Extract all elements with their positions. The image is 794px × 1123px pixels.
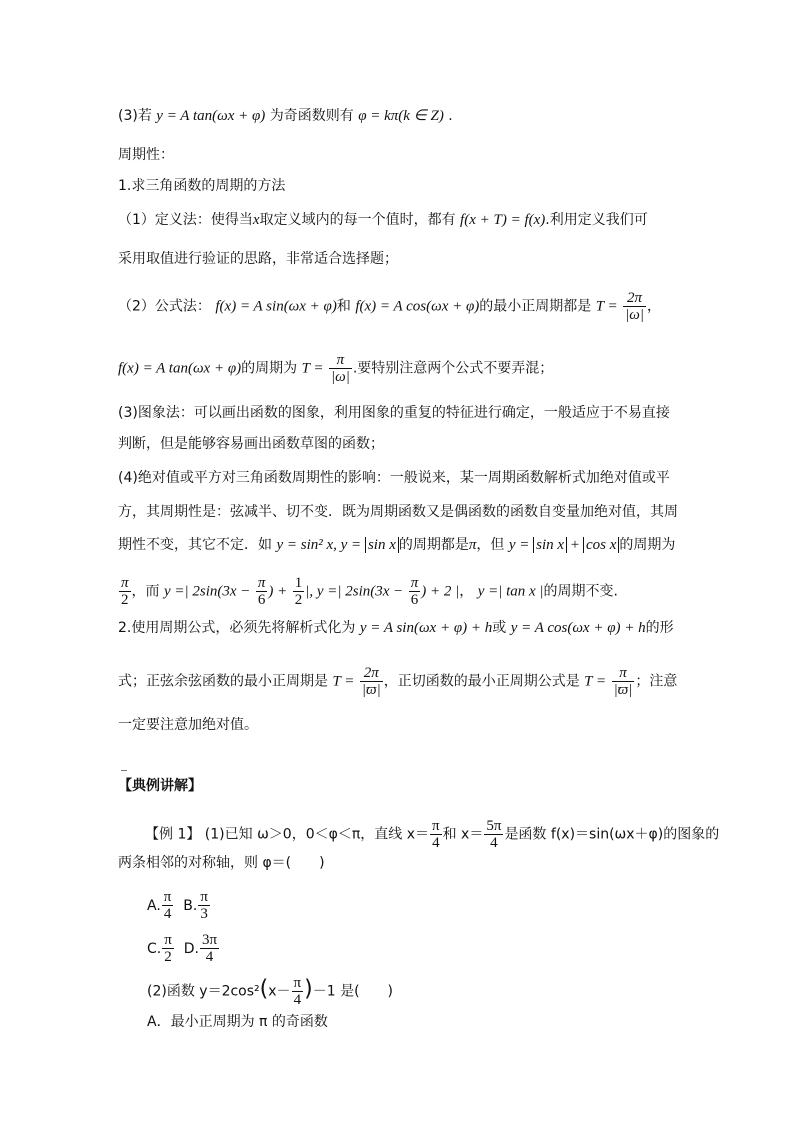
fraction xyxy=(293,575,305,608)
text: （1）定义法：使得当 xyxy=(118,212,253,228)
text: (3)若 xyxy=(118,108,152,124)
numerator: π xyxy=(163,889,172,905)
fraction xyxy=(430,818,442,851)
denominator: 2 xyxy=(121,592,129,608)
fraction xyxy=(256,575,268,608)
options-row-cd xyxy=(147,932,220,965)
text: 的周期不变. xyxy=(543,583,618,600)
option-label: B. xyxy=(183,897,198,914)
decorative-mark xyxy=(121,770,127,775)
options-row-ab xyxy=(147,889,211,922)
formula-tan: f(x) = A tan(ωx + φ) xyxy=(118,360,242,377)
fraction xyxy=(200,932,219,965)
formula-sin-h: y = A sin(ωx + φ) + h xyxy=(359,620,493,636)
formula-tan: y = A tan(ωx + φ) xyxy=(156,108,266,124)
formula: ) + xyxy=(268,583,288,600)
para-abs-effect-cont: 方，其周期性是：弦减半、切不变．既为周期函数又是偶函数的函数自变量加绝对值，其周 xyxy=(118,504,678,520)
option-b[interactable] xyxy=(183,889,211,922)
numerator: 5π xyxy=(486,818,502,834)
left-paren: ( xyxy=(259,976,269,1002)
fraction xyxy=(162,932,174,965)
text: 和 xyxy=(336,298,351,315)
abs-sin: sin x xyxy=(533,537,567,553)
period-T: T = xyxy=(584,673,607,690)
fraction xyxy=(119,575,131,608)
para-graph-method-cont: 判断，但是能够容易画出函数草图的函数； xyxy=(118,436,384,452)
para-note: 一定要注意加绝对值。 xyxy=(118,717,258,733)
right-paren: ) xyxy=(304,976,313,1002)
text: .要特别注意两个公式不要弄混； xyxy=(352,360,554,377)
formula: y =| 2sin(3x − xyxy=(163,583,251,600)
text: 式；正弦余弦函数的最小正周期是 xyxy=(118,673,328,690)
text: ，但 xyxy=(476,537,505,553)
formula-tan-abs: y =| tan x | xyxy=(477,583,544,600)
para-abs-example-cont xyxy=(118,575,618,608)
denominator: 4 xyxy=(163,906,172,922)
para-abs-effect: (4)绝对值或平方对三角函数周期性的影响：一般说来，某一周期函数解析式加绝对值或平 xyxy=(118,470,670,486)
example-2-option-a[interactable]: A．最小正周期为 π 的奇函数 xyxy=(147,1014,328,1030)
period-T: T = xyxy=(332,673,355,690)
fraction xyxy=(623,290,646,323)
period-T: T = xyxy=(301,360,324,377)
para-min-period xyxy=(118,665,677,698)
para-tan-period xyxy=(118,352,553,385)
denominator: 3 xyxy=(200,906,208,922)
para-graph-method: (3)图象法：可以画出函数的图象，利用图象的重复的特征进行确定，一般适应于不易直接 xyxy=(118,405,670,421)
example-1-question-cont: 两条相邻的对称轴，则 φ＝( ) xyxy=(118,855,325,871)
option-label: C. xyxy=(147,940,162,957)
fraction xyxy=(409,575,421,608)
para-use-formula xyxy=(118,618,674,638)
example-2-question xyxy=(147,975,393,1008)
numerator: π xyxy=(432,818,440,834)
fraction xyxy=(292,975,304,1008)
formula: |, y =| 2sin(3x − xyxy=(305,583,404,600)
fraction xyxy=(329,352,352,385)
denominator: 6 xyxy=(257,592,266,608)
denominator: |ϖ| xyxy=(613,682,633,698)
numerator: π xyxy=(121,575,129,591)
denominator: |ϖ| xyxy=(361,682,381,698)
denominator: 2 xyxy=(294,592,303,608)
fraction xyxy=(360,665,383,698)
numerator: π xyxy=(164,932,172,948)
option-c[interactable] xyxy=(147,932,175,965)
var-x: x xyxy=(252,212,260,228)
option-a[interactable] xyxy=(147,889,174,922)
fraction xyxy=(198,889,210,922)
plus: + xyxy=(567,537,583,553)
text: －1 是( ) xyxy=(312,983,393,1000)
denominator: 2 xyxy=(164,949,172,965)
numerator: π xyxy=(200,889,208,905)
text: 【例 1】 (1)已知 ω＞0，0＜φ＜π，直线 x＝ xyxy=(145,826,430,843)
text: . xyxy=(448,108,453,124)
denominator: |ω| xyxy=(625,307,644,323)
method-heading: 1.求三角函数的周期的方法 xyxy=(118,178,286,194)
formula-phi: φ = kπ(k ∈ Z) xyxy=(358,108,444,124)
denominator: 6 xyxy=(410,592,419,608)
formula-cos-h: y = A cos(ωx + φ) + h xyxy=(510,620,646,636)
numerator: 1 xyxy=(294,575,303,591)
text: 的周期为 xyxy=(619,537,676,553)
text: ；注意 xyxy=(635,673,678,690)
text: (2)函数 y＝2cos² xyxy=(147,983,260,1000)
denominator: 4 xyxy=(205,949,214,965)
fraction xyxy=(162,889,174,922)
text: 或 xyxy=(492,620,507,636)
fraction xyxy=(484,818,503,851)
formula: y = xyxy=(508,537,534,553)
denominator: 4 xyxy=(490,835,498,851)
section-periodicity: 周期性： xyxy=(118,147,174,163)
numerator: 2π xyxy=(623,290,646,307)
text: （2）公式法： xyxy=(118,298,211,315)
para-odd-condition xyxy=(118,106,453,126)
text: 的周期为 xyxy=(241,360,298,377)
formula-sin: f(x) = A sin(ωx + φ) xyxy=(215,298,337,315)
para-formula xyxy=(118,290,661,323)
text: 取定义域内的每一个值时，都有 xyxy=(259,212,456,228)
formula-cos: f(x) = A cos(ωx + φ) xyxy=(355,298,480,315)
text: ， xyxy=(646,298,661,315)
denominator: 4 xyxy=(293,992,302,1008)
section-heading-examples: 【典例讲解】 xyxy=(118,778,202,794)
para-definition-cont: 采用取值进行验证的思路，非常适合选择题； xyxy=(118,251,398,267)
para-definition xyxy=(118,210,648,230)
text: 是函数 f(x)＝sin(ωx＋φ)的图象的 xyxy=(504,826,720,843)
formula: y = sin² x, y = xyxy=(276,537,365,553)
denominator: 4 xyxy=(432,835,440,851)
text: 和 x＝ xyxy=(442,826,484,843)
para-abs-example xyxy=(118,535,675,555)
example-1-question xyxy=(145,818,719,851)
text: 期性不变，其它不定．如 xyxy=(118,537,272,553)
text: 的形 xyxy=(645,620,674,636)
pi: π xyxy=(468,537,477,553)
numerator: π xyxy=(257,575,266,591)
numerator: 2π xyxy=(360,665,383,682)
formula-period-def: f(x + T) = f(x) xyxy=(460,212,546,228)
period-T: T = xyxy=(595,298,618,315)
text: x－ xyxy=(268,983,291,1000)
option-label: D. xyxy=(183,940,199,957)
fraction xyxy=(612,665,635,698)
numerator: π xyxy=(612,665,635,682)
text: ， xyxy=(459,583,474,600)
text: .利用定义我们可 xyxy=(545,212,648,228)
text: 为奇函数则有 xyxy=(269,108,354,124)
numerator: π xyxy=(293,975,302,991)
denominator: |ω| xyxy=(331,369,350,385)
text: ，正切函数的最小正周期公式是 xyxy=(383,673,580,690)
numerator: π xyxy=(410,575,419,591)
numerator: π xyxy=(329,352,352,369)
abs-cos: cos x xyxy=(583,537,619,553)
option-label: A. xyxy=(147,897,161,914)
numerator: 3π xyxy=(201,932,218,948)
formula: ) + 2 | xyxy=(421,583,460,600)
text: 的最小正周期都是 xyxy=(479,298,592,315)
text: 的周期都是 xyxy=(398,537,469,553)
abs-sin: sin x xyxy=(365,537,399,553)
text: 2.使用周期公式，必须先将解析式化为 xyxy=(118,620,356,636)
text: ，而 xyxy=(131,583,160,600)
